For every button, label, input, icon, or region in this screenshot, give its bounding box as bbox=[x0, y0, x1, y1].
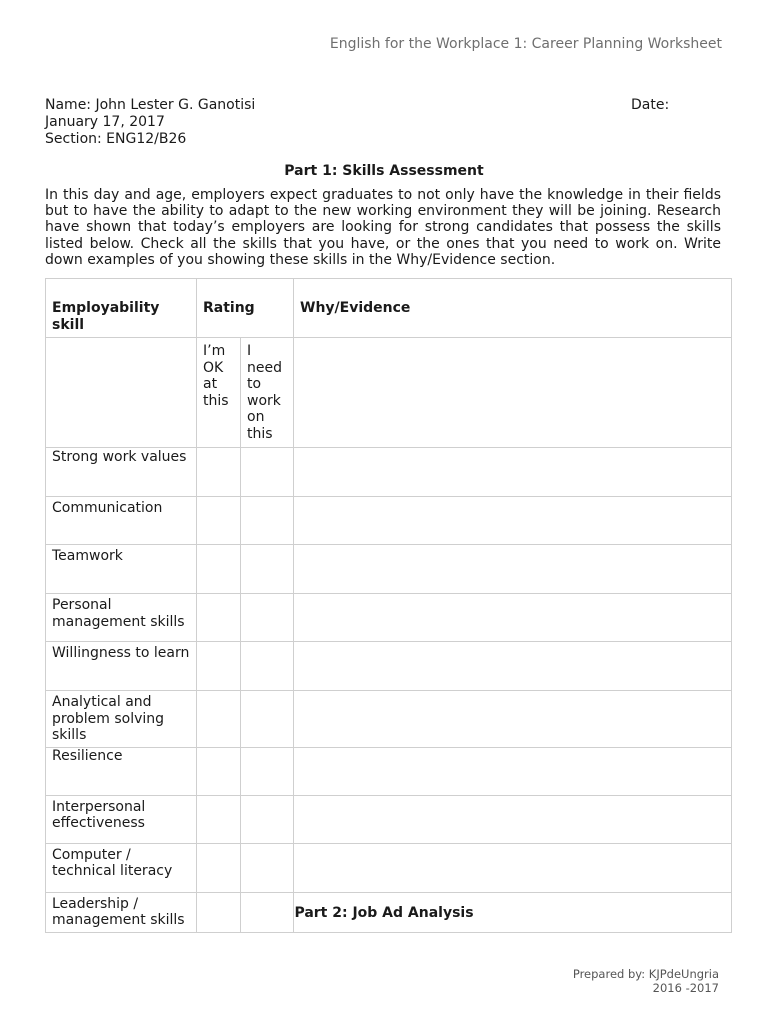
table-subheader-row bbox=[46, 338, 732, 448]
date-label: Date: bbox=[631, 97, 670, 113]
ok-checkbox-cell[interactable] bbox=[197, 448, 241, 497]
section-line: Section: ENG12/B26 bbox=[45, 131, 187, 147]
skill-name: Resilience bbox=[46, 747, 197, 795]
skill-name: Willingness to learn bbox=[46, 642, 197, 691]
ok-checkbox-cell[interactable] bbox=[197, 691, 241, 748]
table-row bbox=[46, 691, 732, 748]
ok-checkbox-cell[interactable] bbox=[197, 843, 241, 892]
table-row bbox=[46, 747, 732, 795]
need-work-checkbox-cell[interactable] bbox=[241, 843, 294, 892]
need-work-checkbox-cell[interactable] bbox=[241, 795, 294, 843]
skill-name: Leadership / management skills bbox=[46, 892, 197, 932]
skill-name: Analytical and problem solving skills bbox=[46, 691, 197, 748]
table-row bbox=[46, 843, 732, 892]
evidence-cell[interactable] bbox=[294, 795, 732, 843]
need-work-checkbox-cell[interactable] bbox=[241, 642, 294, 691]
evidence-cell[interactable] bbox=[294, 497, 732, 545]
skill-name: Interpersonal effectiveness bbox=[46, 795, 197, 843]
skill-name: Personal management skills bbox=[46, 594, 197, 642]
evidence-cell[interactable] bbox=[294, 747, 732, 795]
part1-title: Part 1: Skills Assessment bbox=[284, 163, 484, 179]
subheader-blank-cell bbox=[46, 338, 197, 448]
need-work-checkbox-cell[interactable] bbox=[241, 497, 294, 545]
skills-assessment-table bbox=[45, 278, 732, 933]
evidence-cell[interactable] bbox=[294, 448, 732, 497]
date-value: January 17, 2017 bbox=[45, 114, 165, 130]
header-why-evidence: Why/Evidence bbox=[294, 279, 732, 338]
evidence-cell[interactable] bbox=[294, 545, 732, 594]
need-work-checkbox-cell[interactable] bbox=[241, 594, 294, 642]
skill-name: Teamwork bbox=[46, 545, 197, 594]
skill-name: Communication bbox=[46, 497, 197, 545]
table-row bbox=[46, 594, 732, 642]
subheader-need-to-work: I need to work on this bbox=[241, 338, 294, 448]
evidence-cell[interactable] bbox=[294, 594, 732, 642]
skill-name: Computer / technical literacy bbox=[46, 843, 197, 892]
ok-checkbox-cell[interactable] bbox=[197, 545, 241, 594]
table-header-row bbox=[46, 279, 732, 338]
evidence-cell[interactable] bbox=[294, 691, 732, 748]
need-work-checkbox-cell[interactable] bbox=[241, 545, 294, 594]
ok-checkbox-cell[interactable] bbox=[197, 497, 241, 545]
prepared-by: Prepared by: KJPdeUngria bbox=[572, 967, 719, 981]
subheader-evidence-blank bbox=[294, 338, 732, 448]
ok-checkbox-cell[interactable] bbox=[197, 795, 241, 843]
part2-title: Part 2: Job Ad Analysis bbox=[294, 905, 474, 921]
evidence-cell[interactable] bbox=[294, 642, 732, 691]
worksheet-header-title: English for the Workplace 1: Career Planning Worksheet bbox=[329, 36, 722, 52]
footer-credit bbox=[573, 968, 719, 995]
student-name: Name: John Lester G. Ganotisi bbox=[45, 97, 256, 113]
ok-checkbox-cell[interactable] bbox=[197, 594, 241, 642]
need-work-checkbox-cell[interactable] bbox=[241, 448, 294, 497]
evidence-cell[interactable] bbox=[294, 843, 732, 892]
skill-name: Strong work values bbox=[46, 448, 197, 497]
table-row bbox=[46, 497, 732, 545]
table-row bbox=[46, 642, 732, 691]
ok-checkbox-cell[interactable] bbox=[197, 747, 241, 795]
subheader-ok-at-this: I’m OK at this bbox=[197, 338, 241, 448]
table-row bbox=[46, 448, 732, 497]
ok-checkbox-cell[interactable] bbox=[197, 642, 241, 691]
table-row bbox=[46, 545, 732, 594]
part1-intro: In this day and age, employers expect graduates to not only have the knowledge in their fields but to have the ability to adapt to the new working environment they will be joining. Research have shown that today’s employers are looking for strong candidates that possess the skills listed below. Check all the skills that you have, or the ones that you need to work on. Write down examples of you showing these skills in the Why/Evidence section. bbox=[45, 187, 721, 268]
header-rating: Rating bbox=[197, 279, 294, 338]
need-work-checkbox-cell[interactable] bbox=[241, 747, 294, 795]
table-row bbox=[46, 795, 732, 843]
header-employability-skill: Employability skill bbox=[46, 279, 197, 338]
school-year: 2016 -2017 bbox=[652, 980, 719, 995]
need-work-checkbox-cell[interactable] bbox=[241, 691, 294, 748]
